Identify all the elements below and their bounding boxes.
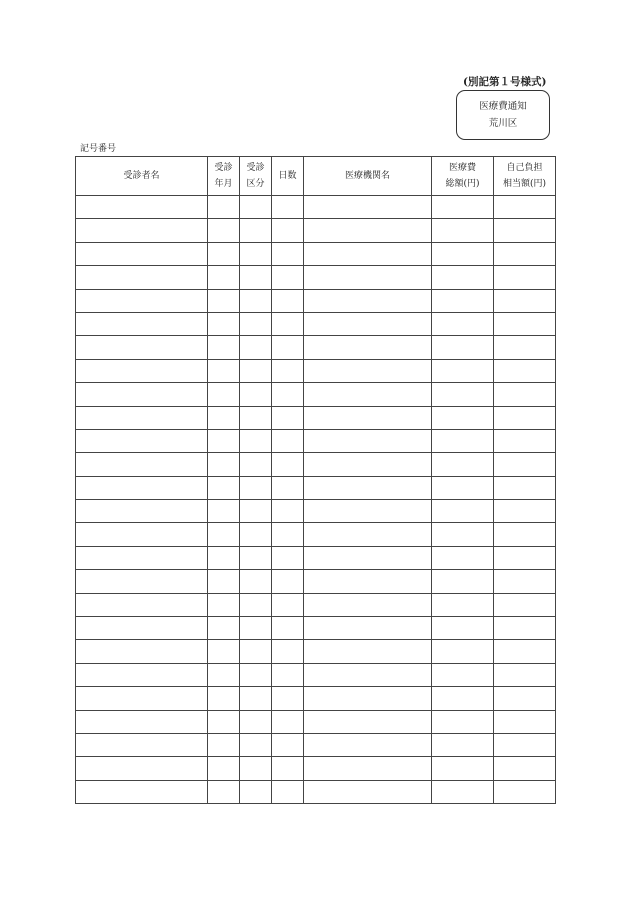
cell-visit-month [208,336,240,359]
cell-patient-name [76,546,208,569]
table-row [76,757,556,780]
table-row [76,453,556,476]
column-header-institution-name: 医療機関名 [304,157,432,196]
table-row [76,336,556,359]
cell-visit-month [208,359,240,382]
record-number-label: 記号番号 [80,144,117,154]
cell-copay [494,219,556,242]
cell-patient-name [76,312,208,335]
table-body [76,196,556,804]
cell-total-cost [432,312,494,335]
cell-visit-type [240,687,272,710]
table-row [76,617,556,640]
cell-patient-name [76,359,208,382]
cell-copay [494,500,556,523]
cell-total-cost [432,359,494,382]
cell-institution-name [304,453,432,476]
cell-visit-type [240,359,272,382]
cell-days [272,500,304,523]
cell-visit-month [208,757,240,780]
cell-copay [494,570,556,593]
cell-patient-name [76,219,208,242]
cell-institution-name [304,757,432,780]
cell-institution-name [304,593,432,616]
cell-visit-month [208,406,240,429]
cell-visit-month [208,617,240,640]
cell-total-cost [432,780,494,803]
cell-visit-type [240,196,272,219]
cell-institution-name [304,570,432,593]
cell-copay [494,687,556,710]
table-row [76,546,556,569]
cell-institution-name [304,476,432,499]
cell-visit-month [208,710,240,733]
cell-days [272,312,304,335]
cell-visit-month [208,476,240,499]
cell-copay [494,359,556,382]
cell-patient-name [76,453,208,476]
cell-total-cost [432,523,494,546]
cell-copay [494,593,556,616]
notice-title: 医療費通知 [479,101,527,112]
cell-days [272,593,304,616]
cell-patient-name [76,640,208,663]
cell-copay [494,406,556,429]
cell-patient-name [76,663,208,686]
cell-patient-name [76,289,208,312]
table-row [76,196,556,219]
cell-visit-month [208,383,240,406]
cell-total-cost [432,663,494,686]
cell-patient-name [76,242,208,265]
cell-days [272,242,304,265]
table-row [76,687,556,710]
table-row [76,523,556,546]
cell-days [272,780,304,803]
cell-days [272,546,304,569]
cell-visit-type [240,663,272,686]
cell-total-cost [432,733,494,756]
cell-institution-name [304,242,432,265]
cell-visit-month [208,663,240,686]
cell-visit-month [208,640,240,663]
cell-patient-name [76,500,208,523]
table-row [76,312,556,335]
cell-institution-name [304,617,432,640]
cell-patient-name [76,617,208,640]
cell-visit-type [240,312,272,335]
form-number-label: (別記第１号様式) [463,76,547,88]
cell-total-cost [432,710,494,733]
cell-copay [494,710,556,733]
table-row [76,429,556,452]
cell-visit-type [240,476,272,499]
cell-visit-month [208,219,240,242]
cell-visit-type [240,500,272,523]
cell-visit-month [208,312,240,335]
table-row [76,710,556,733]
cell-copay [494,242,556,265]
cell-copay [494,780,556,803]
cell-visit-type [240,429,272,452]
cell-visit-month [208,242,240,265]
cell-institution-name [304,289,432,312]
cell-patient-name [76,336,208,359]
cell-total-cost [432,219,494,242]
cell-visit-type [240,336,272,359]
ward-name: 荒川区 [488,118,518,129]
cell-days [272,757,304,780]
cell-days [272,663,304,686]
table-row [76,570,556,593]
cell-days [272,453,304,476]
cell-visit-type [240,242,272,265]
cell-visit-month [208,500,240,523]
column-header-total-cost: 医療費 総額(円) [432,157,494,196]
cell-visit-month [208,780,240,803]
cell-visit-type [240,289,272,312]
cell-patient-name [76,383,208,406]
cell-institution-name [304,196,432,219]
cell-visit-type [240,453,272,476]
column-header-copay: 自己負担 相当額(円) [494,157,556,196]
cell-institution-name [304,406,432,429]
cell-visit-type [240,593,272,616]
cell-visit-month [208,453,240,476]
cell-patient-name [76,757,208,780]
cell-visit-type [240,710,272,733]
cell-copay [494,640,556,663]
cell-copay [494,546,556,569]
cell-copay [494,523,556,546]
table-row [76,242,556,265]
cell-total-cost [432,406,494,429]
cell-visit-type [240,546,272,569]
cell-days [272,640,304,663]
table-row [76,383,556,406]
cell-visit-month [208,687,240,710]
cell-patient-name [76,570,208,593]
cell-patient-name [76,710,208,733]
notice-box [456,90,550,140]
cell-copay [494,336,556,359]
cell-institution-name [304,429,432,452]
cell-days [272,523,304,546]
cell-days [272,406,304,429]
cell-copay [494,733,556,756]
cell-institution-name [304,640,432,663]
cell-visit-month [208,593,240,616]
cell-visit-month [208,266,240,289]
cell-copay [494,266,556,289]
cell-days [272,733,304,756]
cell-copay [494,476,556,499]
cell-patient-name [76,429,208,452]
cell-institution-name [304,336,432,359]
cell-visit-type [240,617,272,640]
column-header-visit-month: 受診 年月 [208,157,240,196]
cell-patient-name [76,780,208,803]
cell-institution-name [304,546,432,569]
table-row [76,780,556,803]
cell-institution-name [304,266,432,289]
cell-visit-type [240,640,272,663]
cell-visit-type [240,733,272,756]
cell-days [272,359,304,382]
cell-days [272,383,304,406]
cell-total-cost [432,617,494,640]
table-row [76,593,556,616]
table-row [76,406,556,429]
column-header-visit-type: 受診 区分 [240,157,272,196]
cell-visit-type [240,383,272,406]
cell-days [272,710,304,733]
cell-patient-name [76,733,208,756]
cell-visit-month [208,570,240,593]
cell-total-cost [432,336,494,359]
cell-visit-type [240,266,272,289]
cell-total-cost [432,242,494,265]
cell-total-cost [432,383,494,406]
cell-patient-name [76,406,208,429]
cell-visit-month [208,289,240,312]
table-row [76,289,556,312]
cell-institution-name [304,312,432,335]
cell-days [272,476,304,499]
table-row [76,640,556,663]
cell-copay [494,196,556,219]
table-row [76,733,556,756]
cell-visit-type [240,757,272,780]
table-row [76,219,556,242]
cell-copay [494,757,556,780]
cell-copay [494,453,556,476]
cell-days [272,219,304,242]
cell-patient-name [76,523,208,546]
cell-copay [494,617,556,640]
cell-patient-name [76,196,208,219]
cell-total-cost [432,757,494,780]
cell-days [272,570,304,593]
table-row [76,266,556,289]
cell-institution-name [304,710,432,733]
cell-total-cost [432,570,494,593]
cell-total-cost [432,640,494,663]
cell-institution-name [304,219,432,242]
table-header-row [76,157,556,196]
cell-visit-month [208,546,240,569]
cell-institution-name [304,383,432,406]
cell-days [272,196,304,219]
cell-institution-name [304,523,432,546]
cell-visit-month [208,523,240,546]
cell-days [272,429,304,452]
cell-visit-type [240,780,272,803]
cell-total-cost [432,687,494,710]
cell-copay [494,429,556,452]
cell-total-cost [432,546,494,569]
cell-total-cost [432,196,494,219]
cell-total-cost [432,476,494,499]
cell-visit-month [208,733,240,756]
cell-visit-type [240,523,272,546]
table-row [76,663,556,686]
cell-institution-name [304,780,432,803]
cell-copay [494,383,556,406]
cell-institution-name [304,663,432,686]
cell-patient-name [76,687,208,710]
cell-total-cost [432,453,494,476]
cell-visit-type [240,406,272,429]
table-row [76,359,556,382]
cell-total-cost [432,593,494,616]
cell-visit-type [240,219,272,242]
cell-total-cost [432,266,494,289]
cell-days [272,617,304,640]
cell-institution-name [304,359,432,382]
cell-patient-name [76,593,208,616]
cell-copay [494,312,556,335]
cell-total-cost [432,289,494,312]
table-row [76,500,556,523]
cell-total-cost [432,500,494,523]
cell-days [272,336,304,359]
cell-days [272,687,304,710]
cell-visit-month [208,429,240,452]
cell-patient-name [76,476,208,499]
cell-visit-month [208,196,240,219]
medical-expense-table [75,156,556,804]
column-header-days: 日数 [272,157,304,196]
table-row [76,476,556,499]
cell-institution-name [304,500,432,523]
cell-copay [494,289,556,312]
cell-institution-name [304,687,432,710]
cell-copay [494,663,556,686]
cell-visit-type [240,570,272,593]
cell-total-cost [432,429,494,452]
column-header-patient-name: 受診者名 [76,157,208,196]
cell-patient-name [76,266,208,289]
cell-days [272,289,304,312]
cell-days [272,266,304,289]
cell-institution-name [304,733,432,756]
